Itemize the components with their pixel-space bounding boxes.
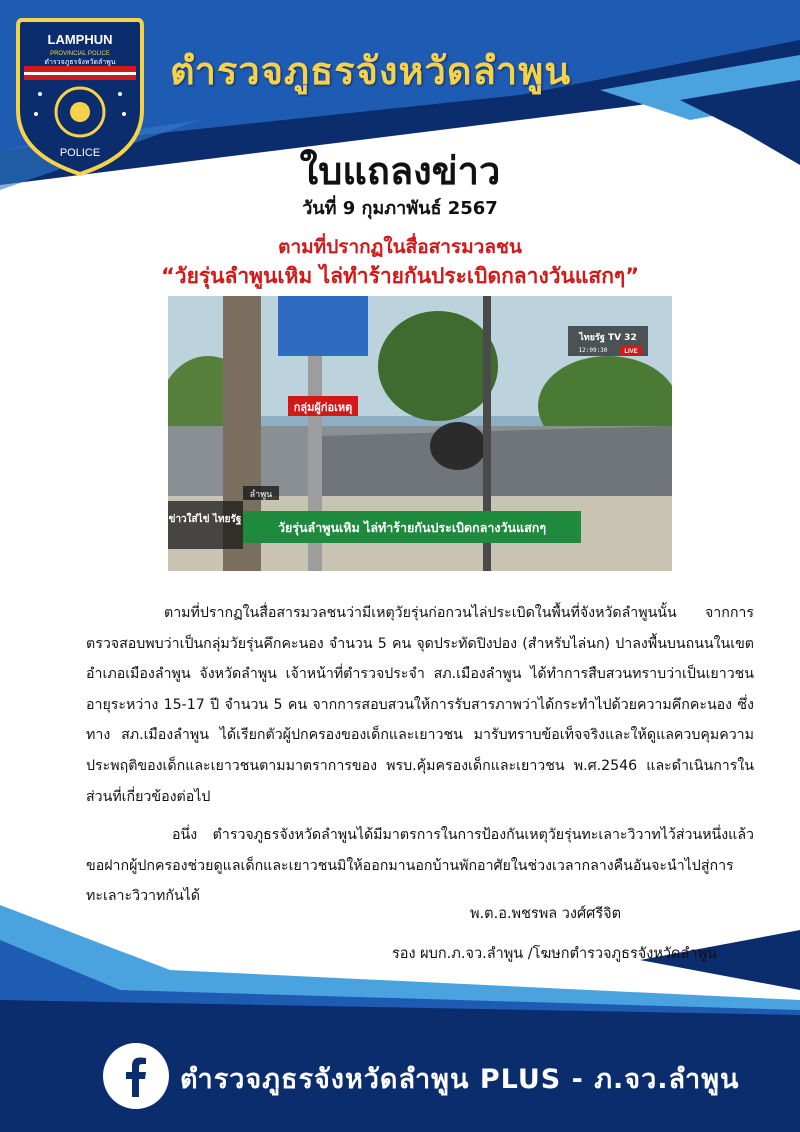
program-label: ข่าวใส่ไข่ ไทยรัฐ — [168, 514, 242, 525]
body-paragraph-2: อนึ่ง ตำรวจภูธรจังหวัดลำพูนได้มีมาตรการในการป้องกันเหตุวัยรุ่นทะเลาะวิวาทไว้ส่วนหนึ่งแล้ว ขอฝากผู้ปกครองช่วยดูแลเด็กและเยาวชนมิให้ออกมานอกบ้านพักอาศัยในช่วงเวลากลางคืนอันจะนำไปสู่การทะเลาะวิวาทกันได้ — [86, 827, 754, 905]
news-photo-scene — [168, 296, 672, 571]
photo-timestamp: 12:09:30 — [578, 347, 608, 354]
facebook-icon[interactable] — [103, 1043, 169, 1109]
signatory-position: รอง ผบก.ภ.จว.ลำพูน /โฆษกตำรวจภูธรจังหวัดลำพูน — [392, 946, 717, 962]
channel-logo: ไทยรัฐ TV 32 — [579, 333, 637, 343]
location-tag: ลำพูน — [249, 490, 273, 500]
body-paragraph-1: ตามที่ปรากฏในสื่อสารมวลชนว่ามีเหตุวัยรุ่นก่อกวนไล่ประเบิดในพื้นที่จังหวัดลำพูนนั้น จากการตรวจสอบพบว่าเป็นกลุ่มวัยรุ่นคึกคะนอง จำนวน 5 คน จุดประทัดปิงปอง (สำหรับไล่นก) ปาลงพื้นบนถนนในเขตอำเภอเมืองลำพูน จังหวัดลำพูน เจ้าหน้าที่ตำรวจประจำ สภ.เมืองลำพูน ได้ทำการสืบสวนทราบว่าเป็นเยาวชน อายุระหว่าง 15-17 ปี จำนวน 5 คน จากการสอบสวนให้การรับสารภาพว่าได้กระทำไปด้วยความคึกคะนอง ซึ่งทาง สภ.เมืองลำพูน ได้เรียกตัวผู้ปกครองของเด็กและเยาวชน มารับทราบข้อเท็จจริงและให้ดูแลควบคุมความประพฤติของเด็กและเยาวชนตามมาตราการของ พรบ.คุ้มครองเด็กและเยาวชน พ.ศ.2546 และดำเนินการในส่วนที่เกี่ยวข้องต่อไป — [86, 605, 754, 805]
signatory-name: พ.ต.อ.พชรพล วงศ์ศรีจิต — [470, 906, 622, 922]
organization-name: ตำรวจภูธรจังหวัดลำพูน — [170, 49, 572, 93]
document-title: ใบแถลงข่าว — [299, 149, 501, 193]
badge-top-text: LAMPHUN — [47, 32, 113, 47]
badge-sub-text: PROVINCIAL POLICE — [50, 51, 110, 57]
headline-line-2: “วัยรุ่นลำพูนเหิม ไล่ทำร้ายกันประเบิดกลางวันแสกๆ” — [160, 264, 640, 288]
live-badge: LIVE — [624, 349, 638, 355]
group-label: กลุ่มผู้ก่อเหตุ — [293, 401, 353, 414]
badge-band-text: ตำรวจภูธรจังหวัดลำพูน — [44, 58, 116, 66]
facebook-page-name[interactable]: ตำรวจภูธรจังหวัดลำพูน PLUS - ภ.จว.ลำพูน — [180, 1064, 740, 1095]
headline-line-1: ตามที่ปรากฏในสื่อสารมวลชน — [278, 236, 522, 258]
document-date: วันที่ 9 กุมภาพันธ์ 2567 — [302, 198, 498, 219]
badge-bottom-text: POLICE — [59, 147, 101, 159]
news-photo — [168, 296, 672, 571]
photo-caption: วัยรุ่นลำพูนเหิม ไล่ทำร้ายกันประเบิดกลางวันแสกๆ — [277, 520, 547, 535]
